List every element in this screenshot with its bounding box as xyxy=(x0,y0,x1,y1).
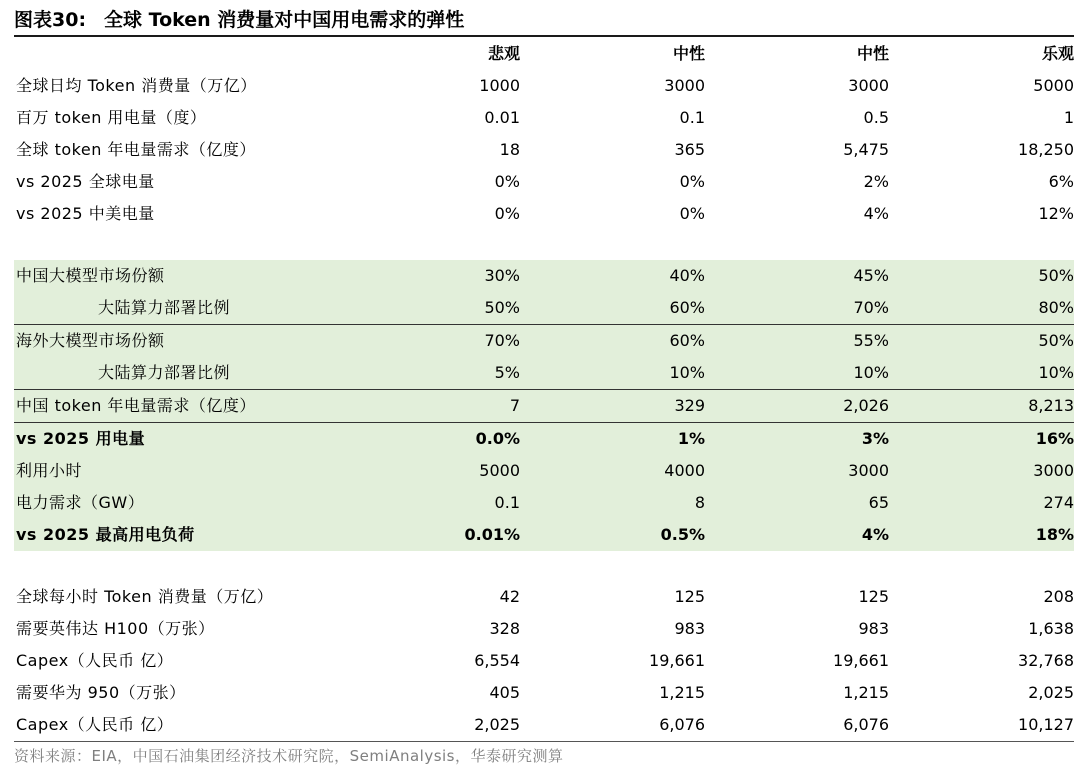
table-row xyxy=(14,198,1074,230)
cell-value: 18 xyxy=(499,140,520,159)
cell-value: 18,250 xyxy=(1018,140,1074,159)
cell-value: 30% xyxy=(354,260,520,292)
cell-value: 5000 xyxy=(1033,76,1074,95)
cell-value: 18% xyxy=(889,519,1074,551)
source-note: 资料来源：EIA，中国石油集团经济技术研究院，SemiAnalysis，华泰研究测算 xyxy=(14,747,564,765)
cell-value: 0% xyxy=(679,204,705,223)
cell-value: 5% xyxy=(354,357,520,390)
cell-value: 45% xyxy=(705,260,889,292)
cell-value: 0.1 xyxy=(679,108,705,127)
cell-value: 42 xyxy=(499,587,520,606)
cell-value: 65 xyxy=(705,487,889,519)
cell-value: 0% xyxy=(494,204,520,223)
cell-value: 0% xyxy=(679,172,705,191)
row-label: 大陆算力部署比例 xyxy=(14,292,354,325)
bottom-rule xyxy=(14,741,1074,742)
cell-value: 19,661 xyxy=(833,651,889,670)
cell-value: 0.5% xyxy=(520,519,705,551)
row-label: 利用小时 xyxy=(14,455,354,487)
column-header: 中性 xyxy=(672,44,705,63)
row-label: vs 2025 全球电量 xyxy=(16,172,155,191)
cell-value: 1,638 xyxy=(1028,619,1074,638)
cell-value: 4% xyxy=(705,519,889,551)
cell-value: 1000 xyxy=(479,76,520,95)
cell-value: 70% xyxy=(705,292,889,325)
cell-value: 0% xyxy=(494,172,520,191)
cell-value: 0.1 xyxy=(354,487,520,519)
cell-value: 8 xyxy=(520,487,705,519)
cell-value: 2,025 xyxy=(1028,683,1074,702)
cell-value: 405 xyxy=(489,683,520,702)
cell-value: 4000 xyxy=(520,455,705,487)
figure-title-text: 全球 Token 消费量对中国用电需求的弹性 xyxy=(104,9,465,31)
table-row xyxy=(14,487,1074,519)
cell-value: 6% xyxy=(1048,172,1074,191)
table-row xyxy=(14,677,1074,709)
table-row xyxy=(14,134,1074,166)
figure-title xyxy=(14,6,464,34)
table-row xyxy=(14,519,1074,551)
cell-value: 274 xyxy=(889,487,1074,519)
row-label: 全球每小时 Token 消费量（万亿） xyxy=(16,587,274,606)
cell-value: 1 xyxy=(1063,108,1074,127)
cell-value: 50% xyxy=(889,325,1074,358)
cell-value: 50% xyxy=(889,260,1074,292)
cell-value: 0.5 xyxy=(863,108,889,127)
cell-value: 208 xyxy=(1043,587,1074,606)
cell-value: 50% xyxy=(354,292,520,325)
row-label: vs 2025 中美电量 xyxy=(16,204,155,223)
spacer-row xyxy=(14,551,1074,581)
row-label: Capex（人民币 亿） xyxy=(16,715,174,734)
table-row xyxy=(14,581,1074,613)
cell-value: 60% xyxy=(520,325,705,358)
table-row xyxy=(14,357,1074,390)
cell-value: 4% xyxy=(863,204,889,223)
cell-value: 80% xyxy=(889,292,1074,325)
cell-value: 0.0% xyxy=(354,423,520,456)
cell-value: 983 xyxy=(858,619,889,638)
cell-value: 10,127 xyxy=(1018,715,1074,734)
row-label: 全球 token 年电量需求（亿度） xyxy=(16,140,256,159)
cell-value: 12% xyxy=(1038,204,1074,223)
row-label: 全球日均 Token 消费量（万亿） xyxy=(16,76,257,95)
cell-value: 328 xyxy=(489,619,520,638)
row-label: 海外大模型市场份额 xyxy=(14,325,354,358)
table-row xyxy=(14,645,1074,677)
cell-value: 6,076 xyxy=(843,715,889,734)
cell-value: 7 xyxy=(354,390,520,423)
row-label: Capex（人民币 亿） xyxy=(16,651,174,670)
row-label: 中国大模型市场份额 xyxy=(14,260,354,292)
spacer-row xyxy=(14,230,1074,260)
row-label: 需要华为 950（万张） xyxy=(16,683,186,702)
cell-value: 983 xyxy=(674,619,705,638)
header-empty xyxy=(14,38,354,70)
cell-value: 125 xyxy=(674,587,705,606)
cell-value: 10% xyxy=(520,357,705,390)
cell-value: 3000 xyxy=(705,455,889,487)
cell-value: 2% xyxy=(863,172,889,191)
column-header: 中性 xyxy=(856,44,889,63)
table-header-row xyxy=(14,38,1074,70)
column-header: 乐观 xyxy=(1041,44,1074,63)
cell-value: 3000 xyxy=(664,76,705,95)
cell-value: 0.01% xyxy=(354,519,520,551)
column-header: 悲观 xyxy=(487,44,520,63)
figure-number: 图表30: xyxy=(14,9,87,31)
cell-value: 2,025 xyxy=(474,715,520,734)
cell-value: 40% xyxy=(520,260,705,292)
cell-value: 329 xyxy=(520,390,705,423)
table-row xyxy=(14,292,1074,325)
cell-value: 365 xyxy=(674,140,705,159)
cell-value: 16% xyxy=(889,423,1074,456)
row-label: vs 2025 最高用电负荷 xyxy=(14,519,354,551)
table-row xyxy=(14,325,1074,358)
row-label: 电力需求（GW） xyxy=(14,487,354,519)
cell-value: 1,215 xyxy=(659,683,705,702)
table-row xyxy=(14,709,1074,741)
top-rule xyxy=(14,35,1074,37)
cell-value: 10% xyxy=(889,357,1074,390)
row-label: vs 2025 用电量 xyxy=(14,423,354,456)
cell-value: 3% xyxy=(705,423,889,456)
cell-value: 3000 xyxy=(848,76,889,95)
table-row xyxy=(14,102,1074,134)
cell-value: 10% xyxy=(705,357,889,390)
table-row xyxy=(14,166,1074,198)
cell-value: 0.01 xyxy=(484,108,520,127)
cell-value: 55% xyxy=(705,325,889,358)
cell-value: 1,215 xyxy=(843,683,889,702)
row-label: 需要英伟达 H100（万张） xyxy=(16,619,215,638)
cell-value: 32,768 xyxy=(1018,651,1074,670)
table-row xyxy=(14,613,1074,645)
table-row xyxy=(14,455,1074,487)
cell-value: 1% xyxy=(520,423,705,456)
table-row xyxy=(14,70,1074,102)
cell-value: 6,554 xyxy=(474,651,520,670)
data-table xyxy=(14,38,1074,741)
cell-value: 3000 xyxy=(889,455,1074,487)
table-row xyxy=(14,260,1074,292)
row-label: 百万 token 用电量（度） xyxy=(16,108,207,127)
cell-value: 125 xyxy=(858,587,889,606)
cell-value: 19,661 xyxy=(649,651,705,670)
cell-value: 5000 xyxy=(354,455,520,487)
cell-value: 70% xyxy=(354,325,520,358)
cell-value: 60% xyxy=(520,292,705,325)
cell-value: 5,475 xyxy=(843,140,889,159)
table-row xyxy=(14,390,1074,423)
row-label: 中国 token 年电量需求（亿度） xyxy=(14,390,354,423)
cell-value: 6,076 xyxy=(659,715,705,734)
cell-value: 8,213 xyxy=(889,390,1074,423)
cell-value: 2,026 xyxy=(705,390,889,423)
table-row xyxy=(14,423,1074,456)
row-label: 大陆算力部署比例 xyxy=(14,357,354,390)
